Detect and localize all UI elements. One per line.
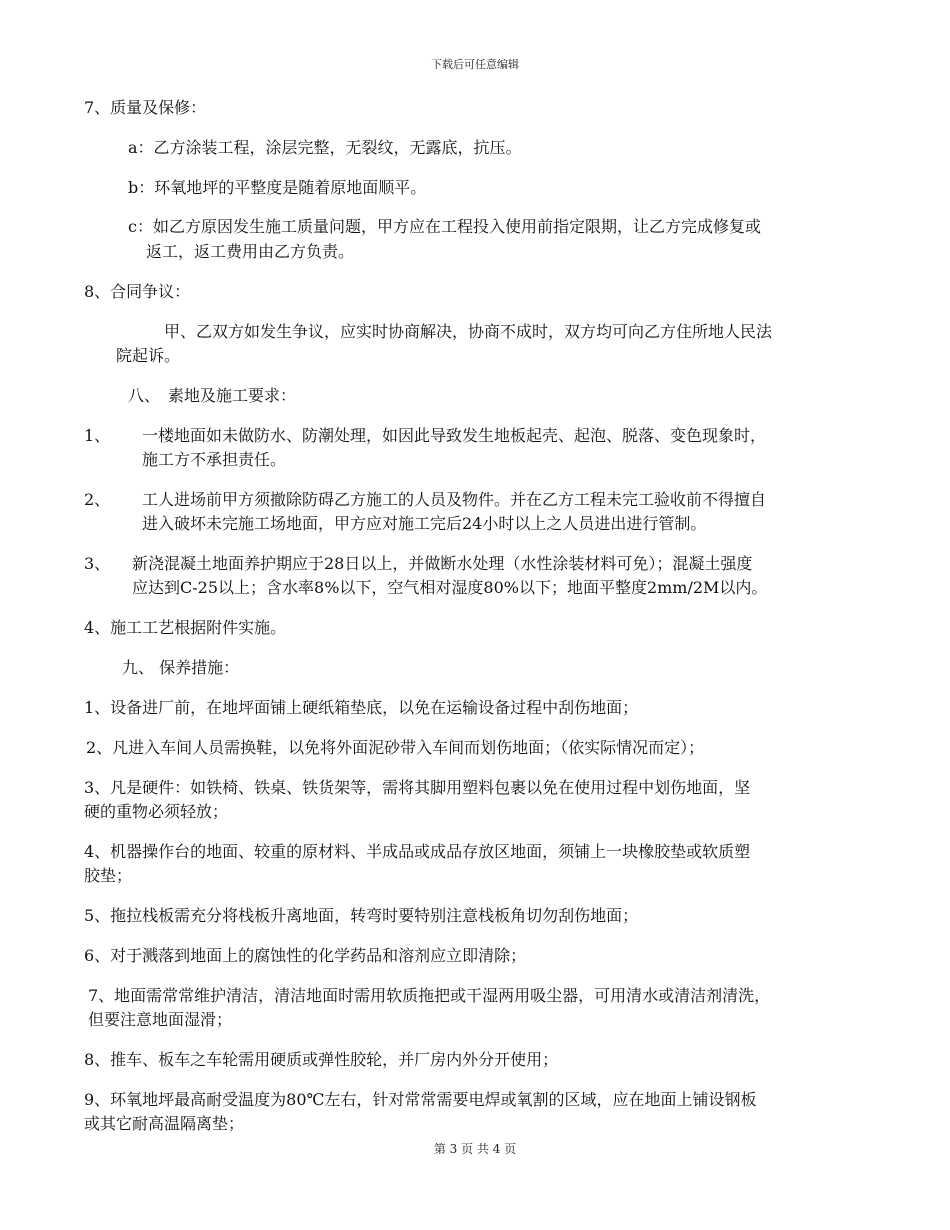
chapter-9-item-9-line2: 或其它耐高温隔离垫； — [84, 1114, 245, 1133]
chapter-9-item-9-line1: 9、环氧地坪最高耐受温度为80℃左右，针对常常需要电焊或氧割的区域，应在地面上铺设钢板 — [84, 1090, 757, 1109]
chapter-9-item-7-line1: 7、地面需常常维护清洁，清洁地面时需用软质拖把或干湿两用吸尘器，可用清水或清洁剂清洗， — [88, 986, 771, 1005]
section-7-item-a: a：乙方涂装工程，涂层完整，无裂纹，无露底，抗压。 — [128, 138, 522, 157]
chapter-9-item-5: 5、拖拉栈板需充分将栈板升离地面，转弯时要特别注意栈板角切勿刮伤地面； — [84, 906, 639, 925]
chapter-8-item-2-line1: 工人进场前甲方须撤除防碍乙方施工的人员及物件。并在乙方工程未完工验收前不得擅自 — [142, 490, 767, 509]
section-7-title: 7、质量及保修： — [84, 98, 207, 117]
chapter-9-item-8: 8、推车、板车之车轮需用硬质或弹性胶轮，并厂房内外分开使用； — [84, 1050, 559, 1069]
page-footer: 第 3 页 共 4 页 — [433, 1142, 517, 1156]
section-7-item-c-line1: c：如乙方原因发生施工质量问题，甲方应在工程投入使用前指定限期，让乙方完成修复或 — [128, 217, 761, 236]
chapter-8-item-1-number: 1、 — [84, 426, 111, 445]
chapter-9-item-4-line1: 4、机器操作台的地面、较重的原材料、半成品或成品存放区地面，须铺上一块橡胶垫或软质塑 — [84, 842, 751, 861]
chapter-8-item-4: 4、施工工艺根据附件实施。 — [84, 618, 287, 637]
chapter-9-item-3-line2: 硬的重物必须轻放； — [84, 802, 229, 821]
chapter-8-item-3-line1: 新浇混凝土地面养护期应于28日以上，并做断水处理（水性涂装材料可免）；混凝土强度 — [132, 554, 753, 573]
chapter-8-title: 八、 素地及施工要求： — [128, 386, 297, 405]
section-7-item-c-line2: 返工，返工费用由乙方负责。 — [146, 242, 355, 261]
chapter-8-item-3-line2: 应达到C-25以上；含水率8%以下，空气相对湿度80%以下；地面平整度2mm/2M以内。 — [132, 578, 768, 597]
chapter-9-item-4-line2: 胶垫； — [84, 866, 133, 885]
chapter-8-item-2-number: 2、 — [84, 490, 111, 509]
section-7-item-b: b：环氧地坪的平整度是随着原地面顺平。 — [128, 178, 427, 197]
chapter-8-item-3-number: 3、 — [84, 554, 111, 573]
section-8-title: 8、合同争议： — [84, 282, 191, 301]
chapter-9-item-7-line2: 但要注意地面湿滑； — [88, 1010, 233, 1029]
chapter-8-item-1-line2: 施工方不承担责任。 — [142, 450, 287, 469]
chapter-9-title: 九、 保养措施： — [122, 658, 240, 677]
chapter-9-item-2: 2、凡进入车间人员需换鞋，以免将外面泥砂带入车间而划伤地面；（依实际情况而定）； — [86, 738, 705, 757]
chapter-9-item-6: 6、对于溅落到地面上的腐蚀性的化学药品和溶剂应立即清除； — [84, 946, 527, 965]
chapter-8-item-1-line1: 一楼地面如未做防水、防潮处理，如因此导致发生地板起壳、起泡、脱落、变色现象时， — [142, 426, 767, 445]
chapter-9-item-1: 1、设备进厂前，在地坪面铺上硬纸箱垫底，以免在运输设备过程中刮伤地面； — [84, 698, 639, 717]
chapter-9-item-3-line1: 3、凡是硬件：如铁椅、铁桌、铁货架等，需将其脚用塑料包裹以免在使用过程中划伤地面，坚 — [84, 778, 751, 797]
section-8-line2: 院起诉。 — [116, 346, 181, 365]
page-header: 下载后可任意编辑 — [431, 58, 519, 71]
chapter-8-item-2-line2: 进入破坏未完施工场地面，甲方应对施工完后24小时以上之人员进出进行管制。 — [142, 514, 707, 533]
section-8-line1: 甲、乙双方如发生争议，应实时协商解决，协商不成时，双方均可向乙方住所地人民法 — [164, 322, 773, 341]
